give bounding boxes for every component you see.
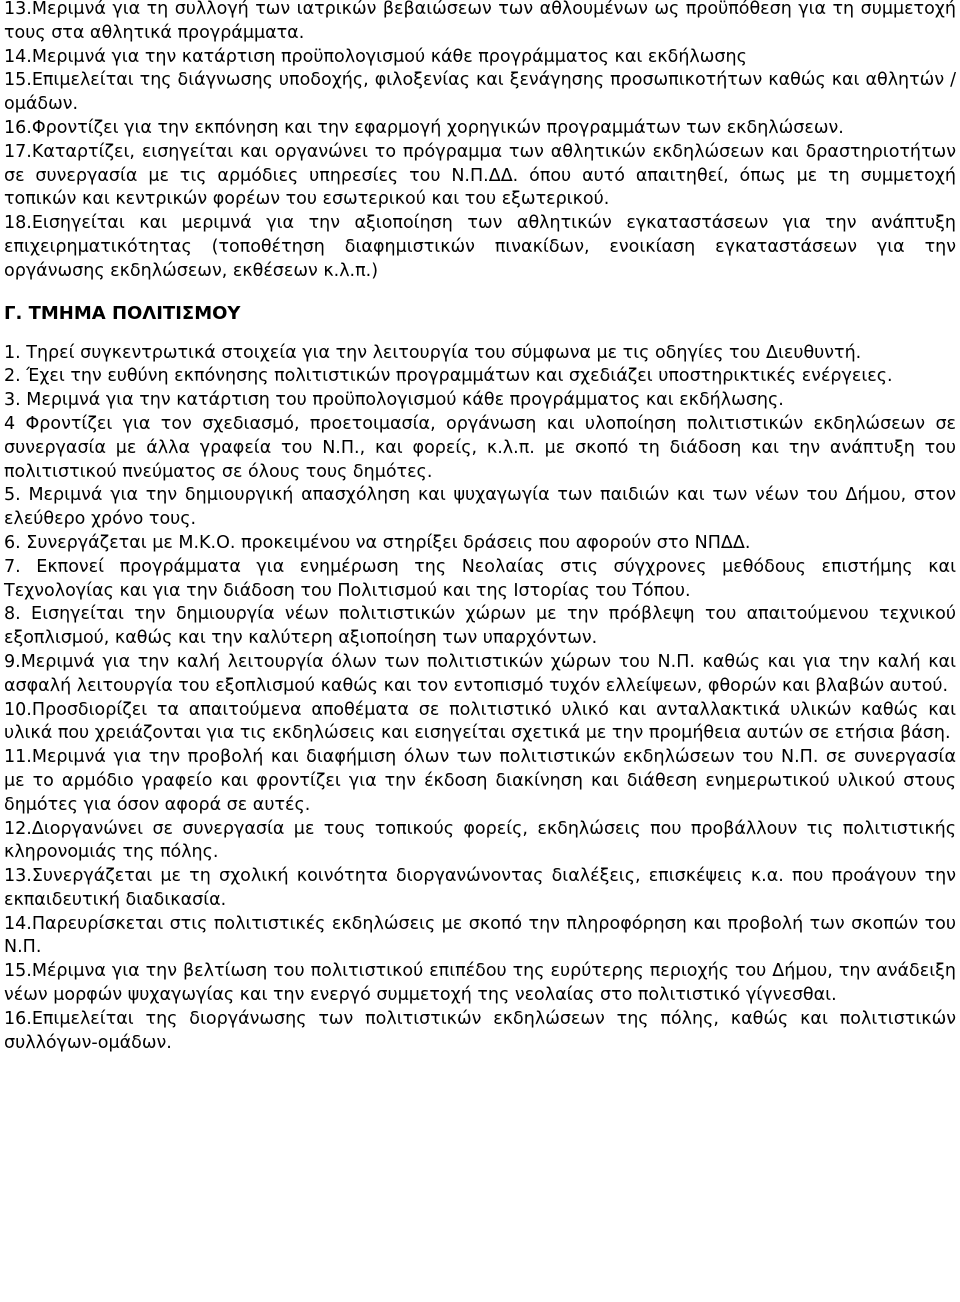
list-item [4,818,956,866]
list-item [4,651,956,699]
item-number: 15. [4,961,32,982]
item-number: 7. [4,556,37,577]
list-item [4,413,956,484]
item-text: Μεριμνά για την δημιουργική απασχόληση και ψυχαγωγία των παιδιών και των νέων του Δήμου, στον ελεύθερο χρόνο τους. [4,485,956,530]
item-number: 17. [4,141,32,162]
list-item [4,69,956,117]
item-text: Μέριμνα για την βελτίωση του πολιτιστικού επιπέδου της ευρύτερης περιοχής του Δήμου, την ανάδειξη νέων μορφών ψυχαγωγίας και την ενεργό συμμετοχή της νεολαίας στο πολιτιστικό γίγνεσθαι. [4,961,956,1006]
item-text: Μεριμνά για τη συλλογή των ιατρικών βεβαιώσεων των αθλουμένων ως προϋπόθεση για τη συμμετοχή τους στα αθλητικά προγράμματα. [4,0,956,43]
item-text: Μεριμνά για την κατάρτιση προϋπολογισμού κάθε προγράμματος και εκδήλωσης [31,46,747,67]
item-number: 11. [4,747,32,768]
item-number: 14. [4,46,32,67]
item-number: 13. [4,866,32,887]
item-text: Φροντίζει για την εκπόνηση και την εφαρμογή χορηγικών προγραμμάτων των εκδηλώσεων. [31,117,844,138]
section-heading: Γ. ΤΜΗΜΑ ΠΟΛΙΤΙΣΜΟΥ [4,302,241,324]
list-item [4,913,956,961]
item-text: Τηρεί συγκεντρωτικά στοιχεία για την λειτουργία του σύμφωνα με τις οδηγίες του Διευθυντή. [26,342,862,363]
list-item [4,746,956,817]
list-item [4,1008,956,1056]
list-item [4,46,956,70]
item-number: 13. [4,0,32,19]
item-number: 16. [4,1008,32,1029]
item-number: 3. [4,390,27,411]
list-item [4,556,956,604]
item-text: Συνεργάζεται με τη σχολική κοινότητα διοργανώνοντας διαλέξεις, επισκέψεις κ.α. που προάγουν την εκπαιδευτική διαδικασία. [4,866,956,910]
list-item [4,365,956,389]
list-item [4,389,956,413]
item-number: 4 [4,413,26,434]
item-text: Φροντίζει για τον σχεδιασμό, προετοιμασία, οργάνωση και υλοποίηση πολιτιστικών εκδηλώσεων σε συνεργασία με άλλα γραφεία του Ν.Π., και φορείς, κ.λ.π. με σκοπό τη διάδοση και την ανάπτυξη του πολιτιστικού πνεύματος σε όλους τους δημότες. [4,413,956,482]
item-number: 14. [4,913,32,934]
item-number: 12. [4,818,32,839]
item-number: 10. [4,699,32,720]
list-item [4,117,956,141]
item-number: 2. [4,366,27,387]
list-item [4,699,956,747]
list-item [4,141,956,212]
item-number: 6. [4,532,27,553]
item-number: 18. [4,213,32,234]
list-item [4,484,956,532]
list-item [4,0,956,46]
list-item [4,865,956,913]
item-text: Καταρτίζει, εισηγείται και οργανώνει το πρόγραμμα των αθλητικών εκδηλώσεων και δραστηριοτήτων σε συνεργασία με τις αρμόδιες υπηρεσίες του Ν.Π.ΔΔ. όπου αυτό απαιτηθεί, όπως με τη συμμετοχή τοπικών και κεντρικών φορέων του εσωτερικού και του εξωτερικού. [4,141,956,210]
item-text: Επιμελείται της διοργάνωσης των πολιτιστικών εκδηλώσεων της πόλης, καθώς και πολιτιστικών συλλόγων-ομάδων. [4,1008,956,1053]
item-text: Επιμελείται της διάγνωσης υποδοχής, φιλοξενίας και ξενάγησης προσωπικοτήτων καθώς και αθλητών / ομάδων. [4,70,956,115]
item-number: 1. [4,342,27,363]
list-item [4,212,956,283]
item-text: Διοργανώνει σε συνεργασία με τους τοπικούς φορείς, εκδηλώσεις που προβάλλουν τις πολιτιστικής κληρονομιάς της πόλης. [4,818,956,863]
item-text: Συνεργάζεται με Μ.Κ.Ο. προκειμένου να στηρίξει δράσεις που αφορούν στο ΝΠΔΔ. [26,532,751,553]
list-item [4,532,956,556]
item-text: Προσδιορίζει τα απαιτούμενα αποθέματα σε πολιτιστικό υλικό και ανταλλακτικά υλικών καθώς και υλικά που χρειάζονται για τις εκδηλώσεις και εισηγείται σχετικά με την προμήθεια αυτών σε ετήσια βάση. [4,699,956,744]
item-text: Μεριμνά για την καλή λειτουργία όλων των πολιτιστικών χώρων του Ν.Π. καθώς και για την καλή και ασφαλή λειτουργία του εξοπλισμού καθώς και τον εντοπισμό τυχόν ελλείψεων, φθορών και βλαβών αυτού. [4,651,956,696]
item-number: 15. [4,70,32,91]
item-text: Έχει την ευθύνη εκπόνησης πολιτιστικών προγραμμάτων και σχεδιάζει υποστηρικτικές ενέργειες. [26,366,893,387]
item-number: 5. [4,485,29,506]
item-text: Μεριμνά για την κατάρτιση του προϋπολογισμού κάθε προγράμματος και εκδήλωσης. [26,390,784,411]
list-item [4,342,956,366]
item-text: Εισηγείται την δημιουργία νέων πολιτιστικών χώρων με την πρόβλεψη του απαιτούμενου τεχνικού εξοπλισμού, καθώς και την καλύτερη αξιοποίηση των υπαρχόντων. [4,604,956,649]
item-text: Μεριμνά για την προβολή και διαφήμιση όλων των πολιτιστικών εκδηλώσεων του Ν.Π. σε συνεργασία με το αρμόδιο γραφείο και φροντίζει για την έκδοση διακίνηση και διάθεση ενημερωτικού υλικού στους δημότες για όσον αφορά σε αυτές. [4,747,956,815]
sports-duties-list [4,0,956,284]
item-text: Εισηγείται και μεριμνά για την αξιοποίηση των αθλητικών εγκαταστάσεων για την ανάπτυξη επιχειρηματικότητας (τοποθέτηση διαφημιστικών πινακίδων, ενοικίαση εγκαταστάσεων για την οργάνωσης εκδηλώσεων, εκθέσεων κ.λ.π.) [4,213,956,281]
list-item [4,603,956,651]
item-number: 9. [4,651,21,672]
item-text: Παρευρίσκεται στις πολιτιστικές εκδηλώσεις με σκοπό την πληροφόρηση και προβολή των σκοπών του Ν.Π. [4,913,956,958]
item-number: 16. [4,117,32,138]
culture-duties-list [4,342,956,1056]
item-number: 8. [4,604,32,625]
item-text: Εκπονεί προγράμματα για ενημέρωση της Νεολαίας στις σύγχρονες μεθόδους επιστήμης και Τεχνολογίας και για την διάδοση του Πολιτισμού και της Ιστορίας του Τόπου. [4,556,957,601]
list-item [4,960,956,1008]
